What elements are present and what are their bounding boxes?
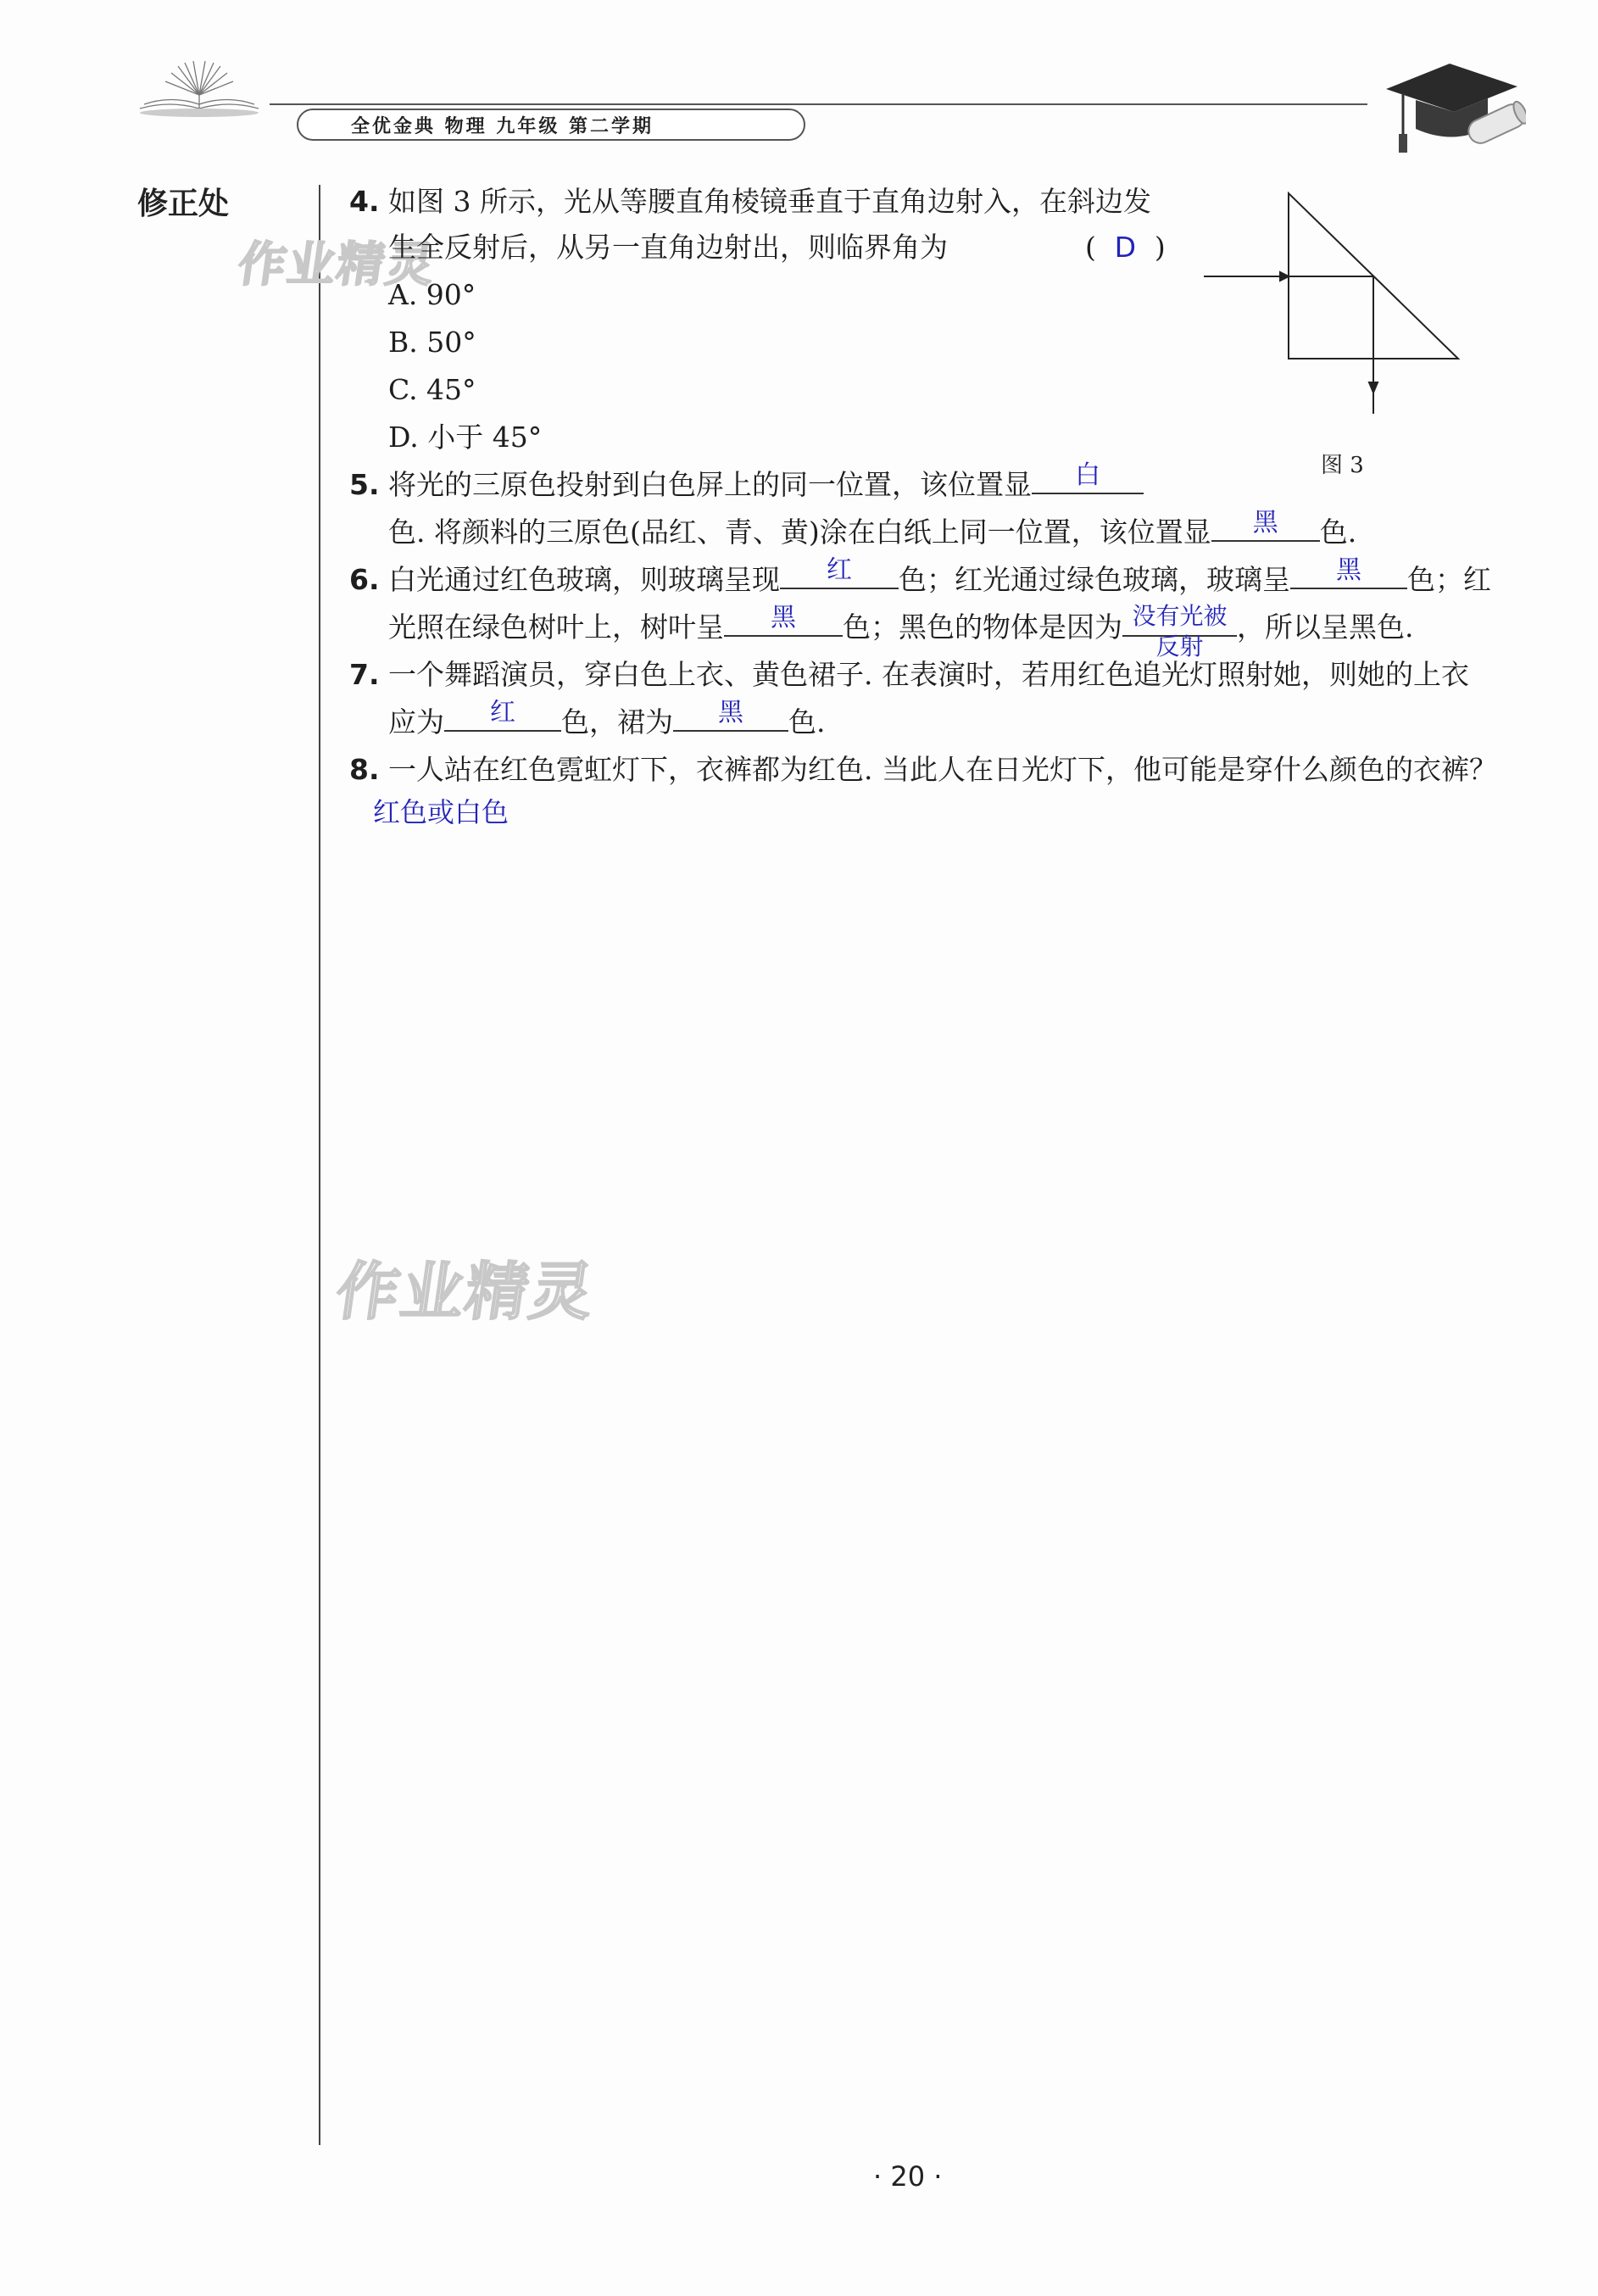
question-number: 7. — [349, 658, 380, 691]
prism-figure — [1204, 185, 1484, 414]
question-text: ，所以呈黑色. — [1237, 610, 1414, 644]
question-text: 色，裙为 — [561, 705, 673, 738]
blank-answer: 白 — [1075, 460, 1100, 490]
question-text: 色；黑色的物体是因为 — [843, 610, 1122, 644]
blank-answer: 黑 — [1336, 555, 1361, 585]
header-title: 全优金典 物理 九年级 第二学期 — [297, 109, 805, 141]
correction-label: 修正处 — [137, 187, 230, 221]
question-text: 色. 将颜料的三原色(品红、青、黄)涂在白纸上同一位置，该位置显 — [388, 515, 1211, 549]
paren-right: ) — [1154, 231, 1166, 264]
margin-divider — [319, 185, 320, 2145]
watermark: 作业精灵 — [331, 1256, 600, 1329]
question-number: 8. — [349, 753, 380, 786]
question-text: 光照在绿色树叶上，树叶呈 — [388, 610, 724, 644]
fill-blank — [673, 698, 788, 732]
figure-label: 图 3 — [1321, 453, 1364, 478]
blank-answer: 没有光被 — [1132, 602, 1228, 630]
open-book-icon — [136, 59, 263, 119]
question-number: 4. — [349, 185, 380, 218]
question-text: 色. — [788, 705, 826, 738]
question-text: 一人站在红色霓虹灯下，衣裤都为红色. 当此人在日光灯下，他可能是穿什么颜色的衣裤？ — [388, 753, 1497, 786]
question-6-line-1 — [349, 555, 1491, 597]
question-5-line-2 — [388, 508, 1357, 549]
blank-answer: 红 — [490, 698, 515, 727]
blank-answer: 黑 — [1252, 508, 1278, 538]
fill-blank — [1290, 555, 1407, 589]
question-text: 生全反射后，从另一直角边射出，则临界角为 — [388, 231, 948, 264]
blank-answer: 黑 — [718, 698, 743, 727]
fill-blank — [1122, 602, 1237, 660]
blank-answer-continued: 反射 — [1155, 633, 1204, 660]
written-answer: 红色或白色 — [373, 796, 509, 828]
option-c: C. 45° — [388, 373, 476, 406]
question-4-line-1 — [349, 185, 1151, 219]
question-number: 6. — [349, 563, 380, 596]
question-7-line-2 — [388, 698, 826, 739]
question-6-line-2 — [388, 602, 1414, 660]
question-text: 将光的三原色投射到白色屏上的同一位置，该位置显 — [388, 468, 1032, 501]
blank-answer: 黑 — [771, 603, 796, 633]
option-b: B. 50° — [388, 326, 476, 359]
blank-answer: 红 — [827, 555, 852, 585]
fill-blank — [1211, 508, 1320, 542]
fill-blank — [780, 555, 899, 589]
choice-answer: D — [1114, 231, 1137, 264]
question-text: 应为 — [388, 705, 444, 738]
question-text: 色；红 — [1407, 563, 1491, 596]
question-7-line-1 — [349, 658, 1469, 692]
page-number: · 20 · — [873, 2160, 943, 2193]
question-text: 一个舞蹈演员，穿白色上衣、黄色裙子. 在表演时，若用红色追光灯照射她，则她的上衣 — [388, 658, 1469, 691]
answer-choice-box — [1085, 231, 1178, 265]
question-8-line-1 — [349, 753, 1497, 787]
question-number: 5. — [349, 468, 380, 501]
question-5-line-1 — [349, 460, 1144, 502]
question-text: 色；红光通过绿色玻璃，玻璃呈 — [899, 563, 1290, 596]
question-text: 色. — [1319, 515, 1357, 549]
watermark: 作业精灵 — [234, 237, 439, 293]
header-rule — [270, 103, 1367, 105]
question-text: 如图 3 所示，光从等腰直角棱镜垂直于直角边射入，在斜边发 — [388, 185, 1151, 218]
question-text: 白光通过红色玻璃，则玻璃呈现 — [388, 563, 780, 596]
fill-blank — [1032, 460, 1144, 494]
fill-blank — [444, 698, 561, 732]
paren-left: ( — [1085, 231, 1096, 264]
option-a: A. 90° — [388, 278, 476, 311]
graduation-cap-icon — [1378, 51, 1526, 161]
option-d: D. 小于 45° — [388, 421, 543, 454]
question-4-line-2 — [388, 231, 948, 265]
fill-blank — [724, 603, 843, 637]
